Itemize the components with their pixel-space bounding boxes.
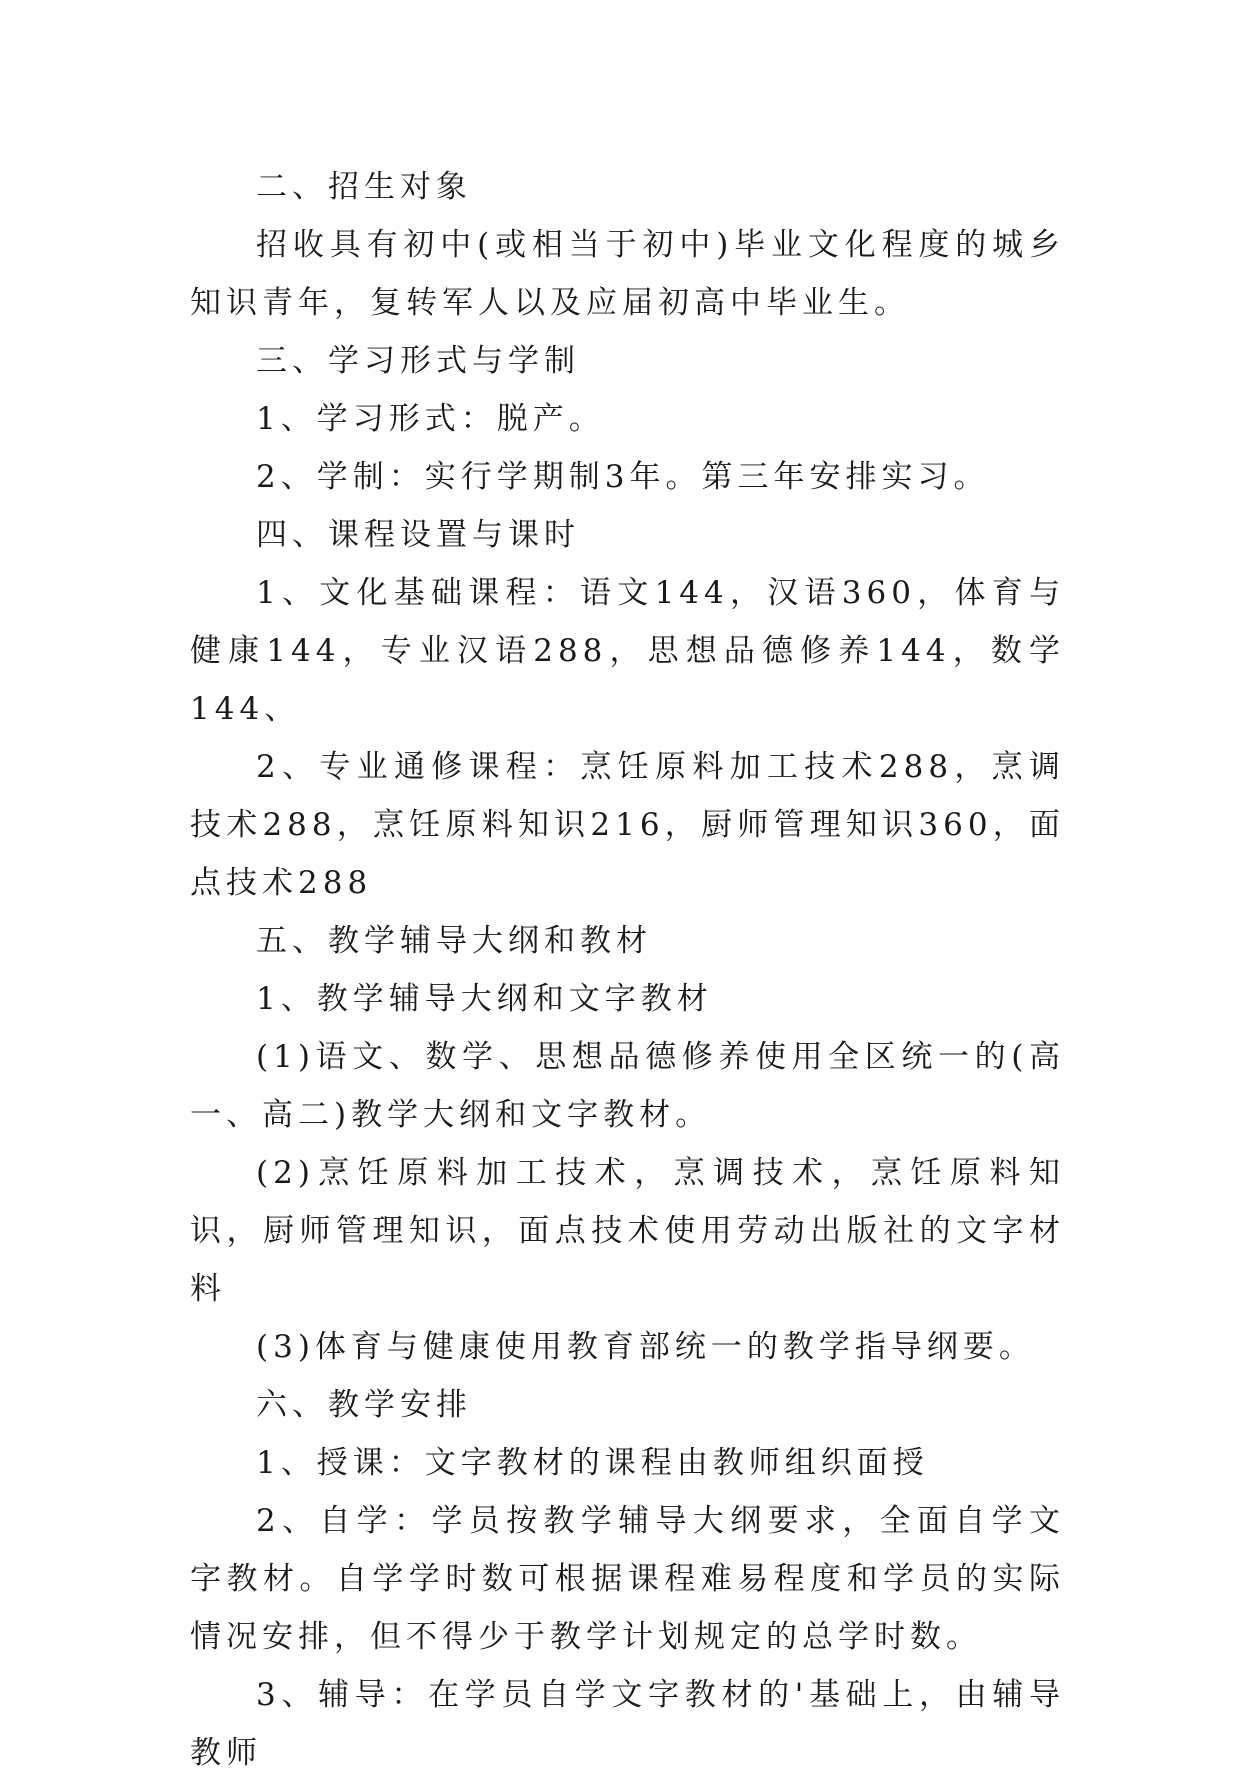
list-item-study-duration: 2、学制：实行学期制3年。第三年安排实习。 (256, 459, 990, 495)
section-heading-syllabus: 五、教学辅导大纲和教材 (256, 923, 652, 959)
sub-item-syllabus-2: (2)烹饪原料加工技术，烹调技术，烹饪原料知识，厨师管理知识，面点技术使用劳动出版社的文字材料 (190, 1155, 1065, 1307)
list-item-syllabus: 1、教学辅导大纲和文字教材 (256, 981, 713, 1017)
list-item-lecture: 1、授课：文字教材的课程由教师组织面授 (256, 1445, 929, 1481)
sub-item-syllabus-1: (1)语文、数学、思想品德修养使用全区统一的(高一、高二)教学大纲和文字教材。 (190, 1039, 1065, 1133)
section-heading-teaching: 六、教学安排 (256, 1387, 472, 1423)
list-item-study-form: 1、学习形式：脱产。 (256, 401, 605, 437)
list-item-basic-courses: 1、文化基础课程：语文144，汉语360，体育与健康144，专业汉语288，思想品德修养144，数学144、 (190, 575, 1065, 727)
section-heading-curriculum: 四、课程设置与课时 (256, 517, 580, 553)
list-item-tutoring: 3、辅导：在学员自学文字教材的'基础上，由辅导教师 (190, 1677, 1065, 1771)
section-heading-study-form: 三、学习形式与学制 (256, 343, 580, 379)
section-heading-enrollment: 二、招生对象 (256, 169, 472, 205)
paragraph-enrollment-target: 招收具有初中(或相当于初中)毕业文化程度的城乡知识青年，复转军人以及应届初高中毕业生。 (190, 227, 1065, 321)
document-body (190, 158, 1065, 1782)
list-item-self-study: 2、自学：学员按教学辅导大纲要求，全面自学文字教材。自学学时数可根据课程难易程度和学员的实际情况安排，但不得少于教学计划规定的总学时数。 (190, 1503, 1065, 1655)
list-item-professional-courses: 2、专业通修课程：烹饪原料加工技术288，烹调技术288，烹饪原料知识216，厨师管理知识360，面点技术288 (190, 749, 1065, 901)
sub-item-syllabus-3: (3)体育与健康使用教育部统一的教学指导纲要。 (256, 1329, 1035, 1365)
